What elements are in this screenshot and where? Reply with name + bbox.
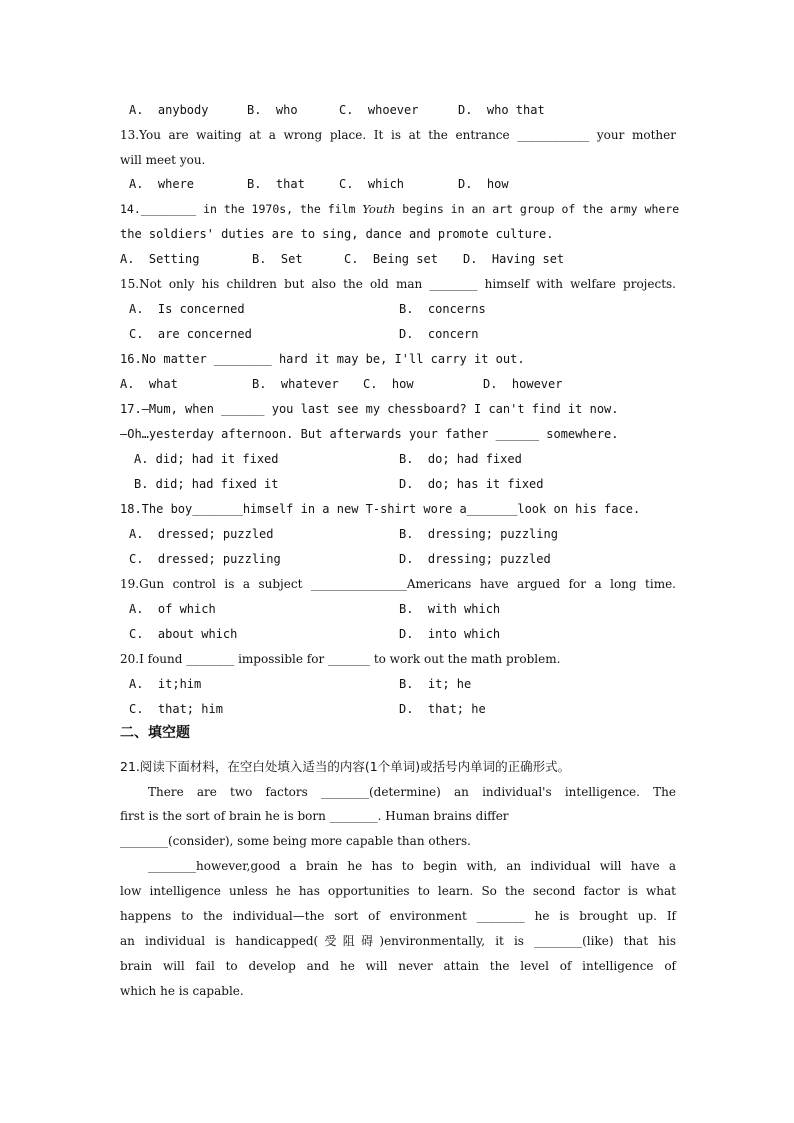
q13-option-b: B. that	[247, 177, 305, 191]
q16-stem: 16.No matter ________ hard it may be, I'll carry it out.	[120, 352, 525, 366]
q21-paragraph2-line3: happens to the individual—the sort of environment ________ he is brought up. If	[120, 909, 676, 923]
q15-stem: 15.Not only his children but also the old man ________ himself with welfare projects.	[120, 277, 676, 291]
q13-stem-line1: 13.You are waiting at a wrong place. It is at the entrance ____________ your mother	[120, 128, 676, 142]
q17-stem-line1: 17.—Mum, when ______ you last see my chessboard? I can't find it now.	[120, 402, 619, 416]
q21-instruction: 21.阅读下面材料，在空白处填入适当的内容(1个单词)或括号内单词的正确形式。	[120, 759, 571, 774]
q18-option-d: D. dressing; puzzled	[399, 552, 551, 566]
q16-option-d: D. however	[483, 377, 563, 391]
q12-option-d: D. who that	[458, 103, 545, 117]
q20-stem: 20.I found ________ impossible for _______ to work out the math problem.	[120, 652, 561, 666]
q16-option-c: C. how	[363, 377, 414, 391]
q15-option-b: B. concerns	[399, 302, 486, 316]
q12-option-c: C. whoever	[339, 103, 419, 117]
q20-option-b: B. it; he	[399, 677, 472, 691]
q16-option-a: A. what	[120, 377, 178, 391]
q20-option-d: D. that; he	[399, 702, 486, 716]
q14-option-b: B. Set	[252, 252, 303, 266]
q15-option-a: A. Is concerned	[129, 302, 245, 316]
q18-option-a: A. dressed; puzzled	[129, 527, 274, 541]
q21-paragraph2-line4: an individual is handicapped(受阻碍)environmentally, it is ________(like) that his	[120, 934, 676, 948]
q14-option-a: A. Setting	[120, 252, 200, 266]
q14-film-title: Youth	[362, 202, 396, 216]
q15-option-d: D. concern	[399, 327, 479, 341]
q19-option-b: B. with which	[399, 602, 501, 616]
q17-option-b: B. do; had fixed	[399, 452, 522, 466]
q18-option-b: B. dressing; puzzling	[399, 527, 558, 541]
q13-option-a: A. where	[129, 177, 195, 191]
q13-stem-line2: will meet you.	[120, 153, 206, 167]
q12-option-a: A. anybody	[129, 103, 209, 117]
q19-option-d: D. into which	[399, 627, 501, 641]
q19-stem: 19.Gun control is a subject ________________Americans have argued for a long time.	[120, 577, 676, 591]
q14-stem-pre: 14.________ in the 1970s, the film	[120, 202, 363, 216]
q17-option-c: B. did; had fixed it	[134, 477, 279, 491]
q21-paragraph1-line3: ________(consider), some being more capable than others.	[120, 834, 471, 848]
q20-option-c: C. that; him	[129, 702, 223, 716]
q20-option-a: A. it;him	[129, 677, 202, 691]
q21-paragraph2-line1: ________however,good a brain he has to begin with, an individual will have a	[148, 859, 676, 873]
q12-option-b: B. who	[247, 103, 298, 117]
q17-option-d: D. do; has it fixed	[399, 477, 544, 491]
q14-stem-line1	[120, 201, 680, 217]
section-heading: 二、填空题	[120, 725, 190, 741]
q15-option-c: C. are concerned	[129, 327, 252, 341]
q17-option-a: A. did; had it fixed	[134, 452, 279, 466]
q21-paragraph2-line2: low intelligence unless he has opportunities to learn. So the second factor is what	[120, 884, 676, 898]
q16-option-b: B. whatever	[252, 377, 339, 391]
q21-paragraph2-line5: brain will fail to develop and he will never attain the level of intelligence of	[120, 959, 676, 973]
q18-stem: 18.The boy_______himself in a new T-shirt wore a_______look on his face.	[120, 502, 641, 516]
q14-stem-line2: the soldiers' duties are to sing, dance and promote culture.	[120, 227, 554, 241]
q13-option-c: C. which	[339, 177, 405, 191]
q14-option-c: C. Being set	[344, 252, 438, 266]
q21-paragraph1-line2: first is the sort of brain he is born ________. Human brains differ	[120, 809, 509, 823]
q21-paragraph2-line6: which he is capable.	[120, 984, 244, 998]
q19-option-c: C. about which	[129, 627, 238, 641]
q13-option-d: D. how	[458, 177, 509, 191]
q19-option-a: A. of which	[129, 602, 216, 616]
q21-paragraph1-line1: There are two factors ________(determine) an individual's intelligence. The	[148, 785, 676, 799]
q18-option-c: C. dressed; puzzling	[129, 552, 281, 566]
q17-stem-line2: —Oh…yesterday afternoon. But afterwards your father ______ somewhere.	[120, 427, 619, 441]
q14-stem-post: begins in an art group of the army where	[395, 202, 680, 216]
q14-option-d: D. Having set	[463, 252, 565, 266]
